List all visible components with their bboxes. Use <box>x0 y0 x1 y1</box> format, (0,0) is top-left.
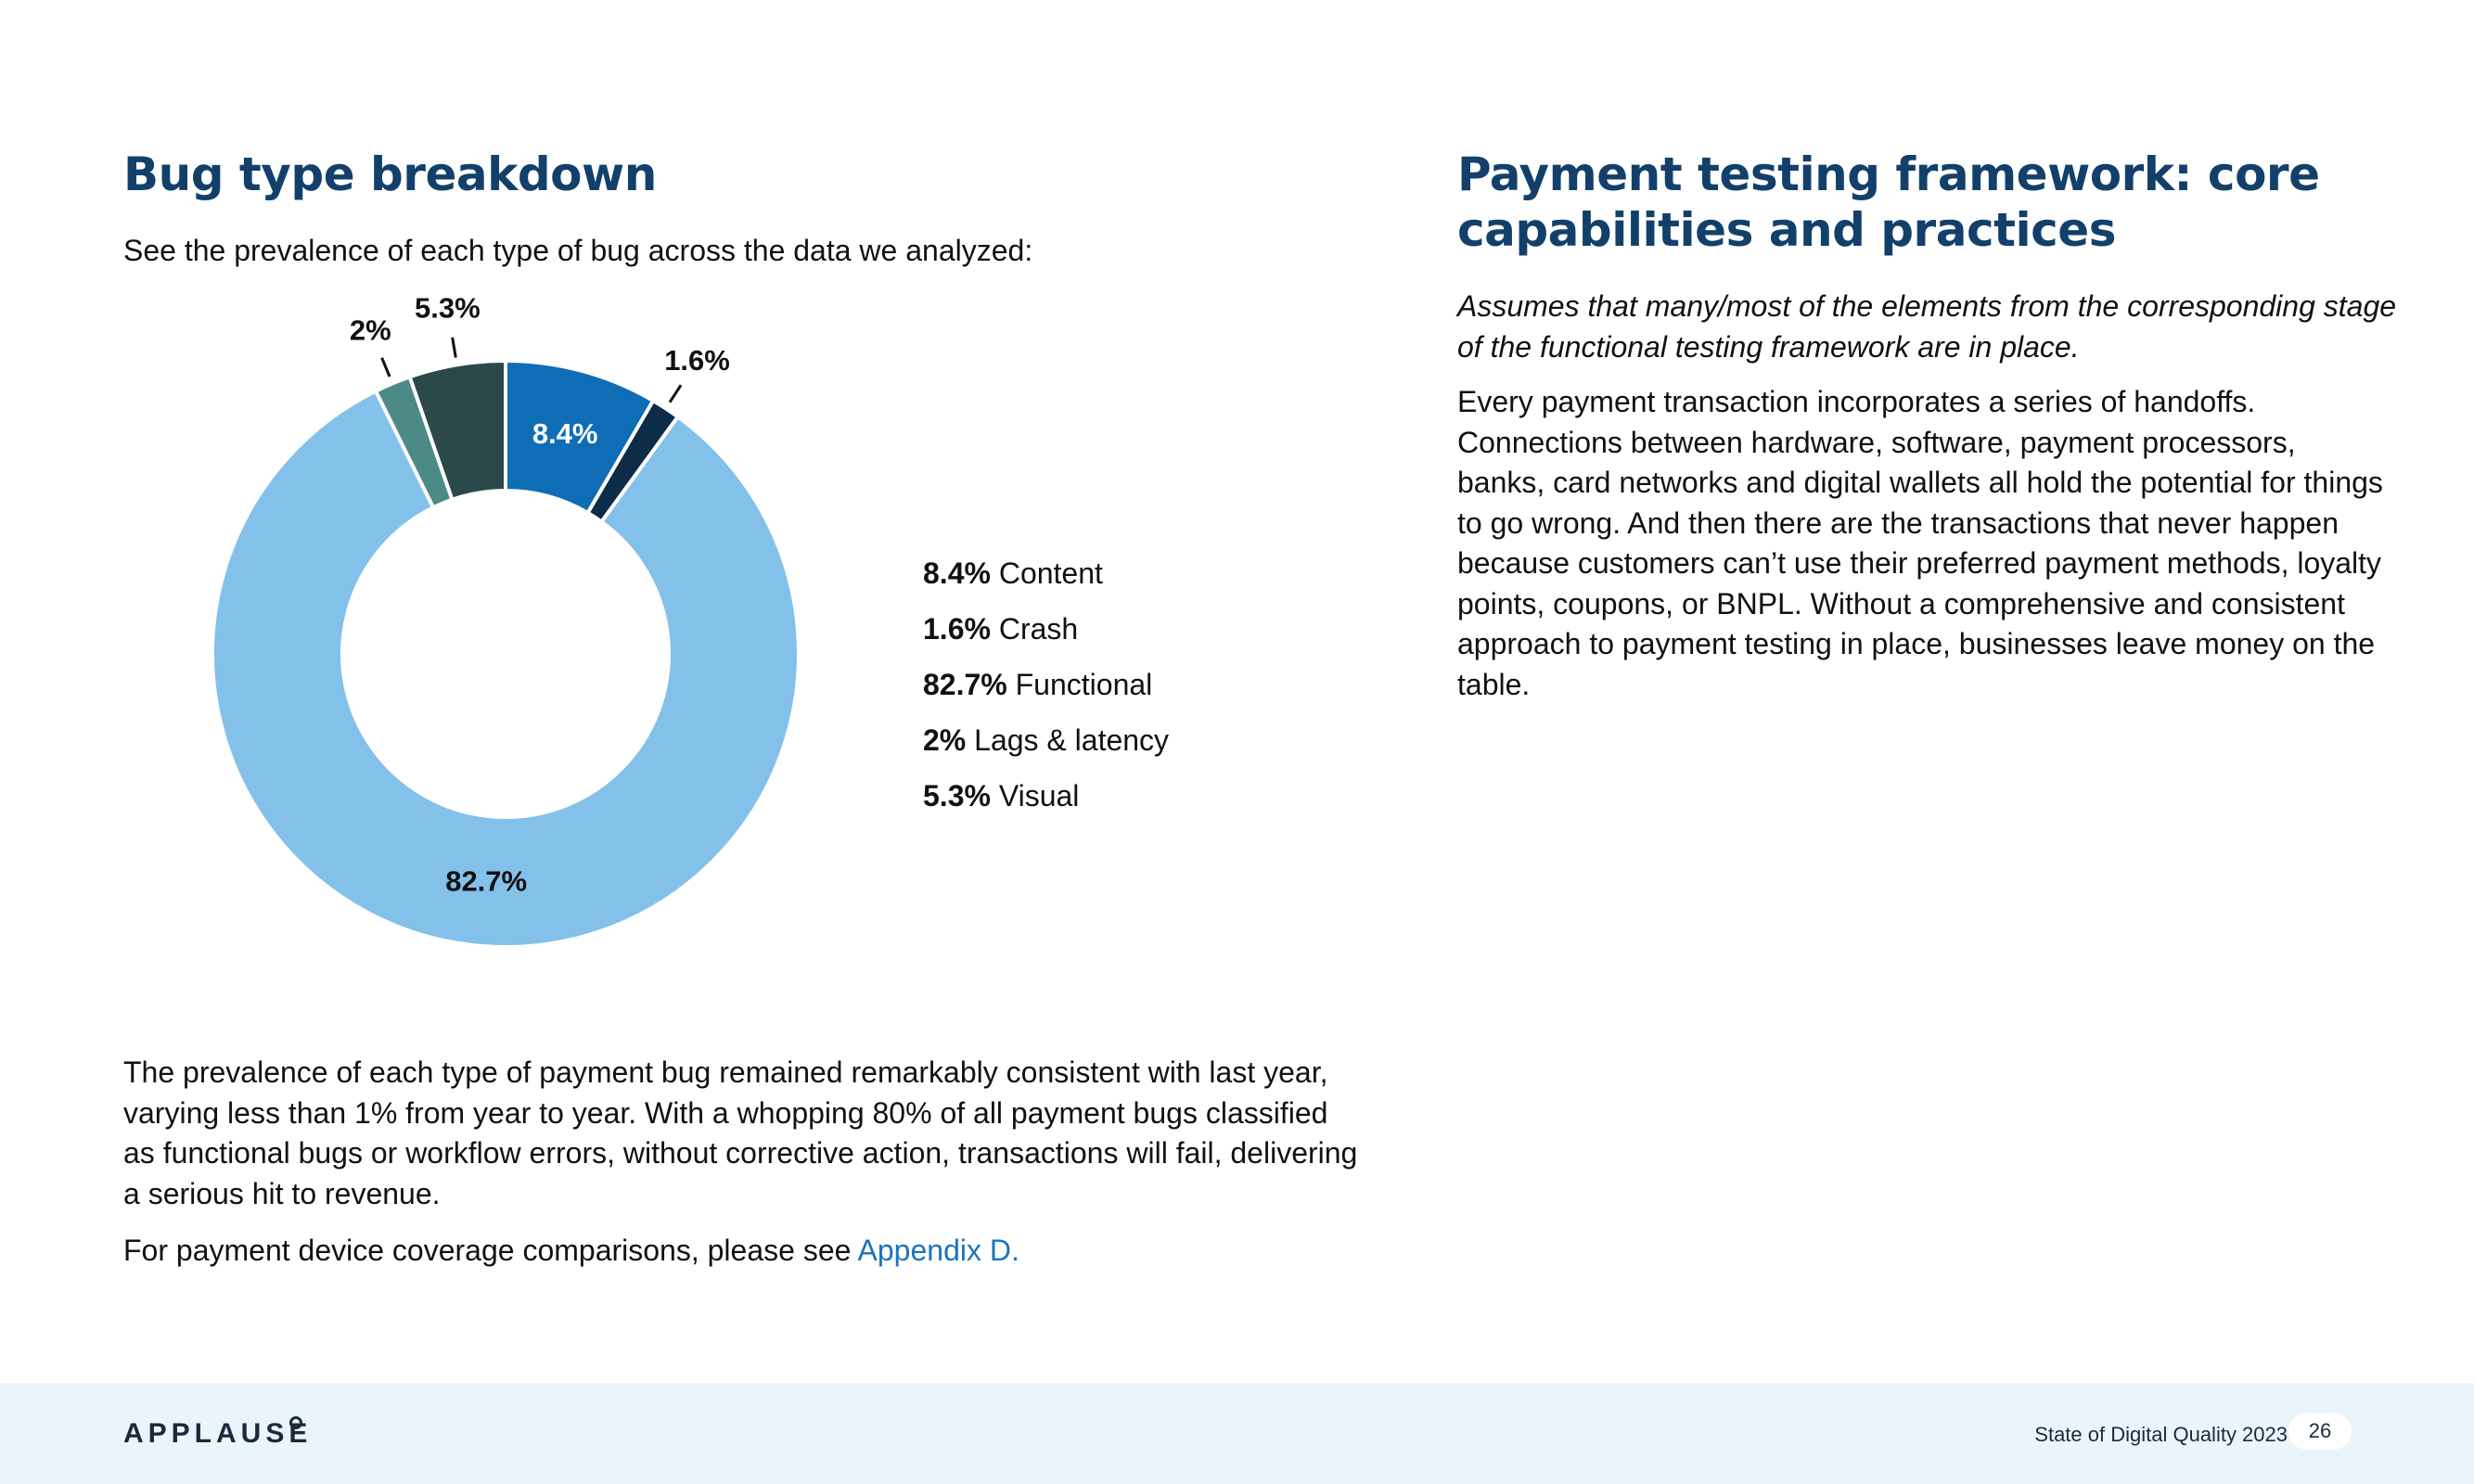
legend-value: 8.4% <box>923 556 991 590</box>
legend-value: 2% <box>923 723 967 757</box>
framework-assumption-note: Assumes that many/most of the elements from the corresponding stage of the functional testing framework are in place. <box>1457 289 2397 364</box>
data-label-crash: 1.6% <box>664 343 730 377</box>
report-title: State of Digital Quality 2023 <box>2034 1423 2288 1446</box>
leader-line-visual <box>453 338 456 358</box>
bug-consistency-paragraph: The prevalence of each type of payment bug remained remarkably consistent with last year, varying less than 1% from year to year. With a whopping 80% of all payment bugs classified as functional bugs or workflow errors, without corrective action, transactions will fail, delivering a serious hit to revenue. <box>123 1055 1358 1210</box>
legend-label: Visual <box>990 779 1080 812</box>
legend-item-visual <box>923 768 1169 824</box>
appendix-prefix: For payment device coverage comparisons, please see <box>123 1234 858 1267</box>
appendix-d-link[interactable]: Appendix D. <box>857 1234 1019 1267</box>
legend-value: 5.3% <box>923 779 991 812</box>
bug-breakdown-heading: Bug type breakdown <box>123 147 657 201</box>
leader-line-crash <box>670 385 681 402</box>
legend-label: Functional <box>1006 668 1153 701</box>
appendix-reference <box>123 1231 1366 1272</box>
legend-item-lags-latency <box>923 712 1169 768</box>
legend-value: 1.6% <box>923 612 991 646</box>
data-label-content: 8.4% <box>532 417 598 451</box>
leader-line-lags-latency <box>382 358 390 377</box>
bug-type-donut-chart <box>186 288 853 974</box>
legend-label: Crash <box>990 612 1079 646</box>
framework-paragraph: Every payment transaction incorporates a series of handoffs. Connections between hardware, software, payment processors, banks, card networks and digital wallets all hold the potential for things to go wrong. And then there are the transactions that never happen because customers can’t use their preferred payment methods, loyalty points, coupons, or BNPL. Without a comprehensive and consistent approach to payment testing in place, businesses leave money on the table. <box>1457 385 2383 701</box>
legend-label: Content <box>990 556 1103 590</box>
legend-item-content <box>923 545 1169 601</box>
payment-framework-heading: Payment testing framework: core capabilities and practices <box>1457 147 2320 257</box>
data-label-visual: 5.3% <box>415 291 481 325</box>
legend-item-functional <box>923 657 1169 712</box>
legend-item-crash <box>923 601 1169 657</box>
page-number: 26 <box>2288 1413 2352 1450</box>
chart-legend <box>923 545 1169 824</box>
applause-logo: APPLAUSE <box>123 1418 313 1449</box>
logo-ring-icon <box>289 1416 302 1429</box>
data-label-lags-latency: 2% <box>349 313 391 347</box>
data-label-functional: 82.7% <box>445 864 528 898</box>
legend-label: Lags & latency <box>966 723 1170 757</box>
page-footer <box>0 1383 2474 1484</box>
legend-value: 82.7% <box>923 668 1007 701</box>
bug-breakdown-subtitle: See the prevalence of each type of bug across the data we analyzed: <box>123 234 1033 267</box>
